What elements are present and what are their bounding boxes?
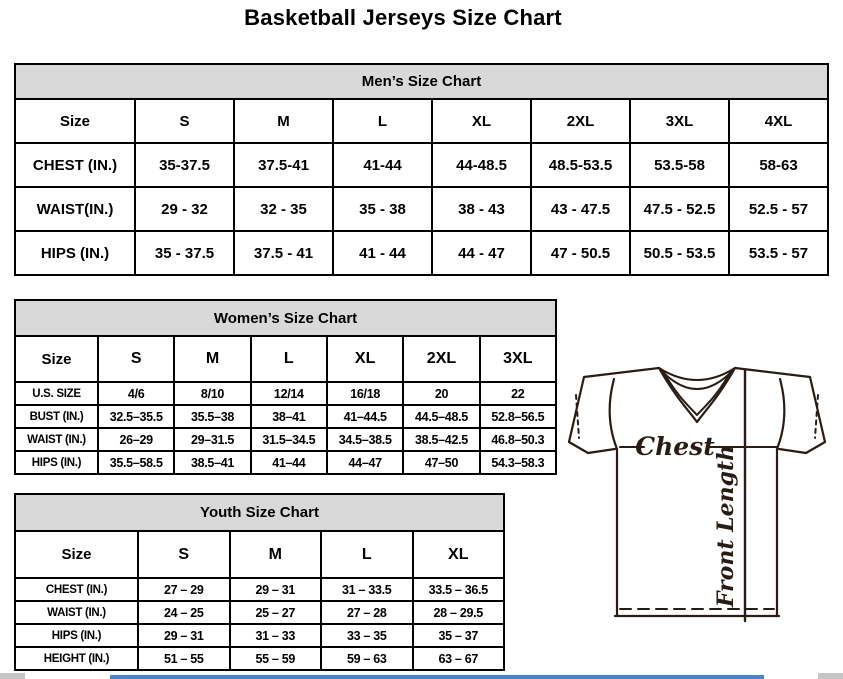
size-column-header: L [321, 531, 413, 578]
size-value-cell: 35 – 37 [413, 624, 505, 647]
size-value-cell: 33.5 – 36.5 [413, 578, 505, 601]
size-column-header: S [138, 531, 230, 578]
table-row [15, 428, 556, 451]
measurement-row-label: HIPS (IN.) [15, 231, 135, 275]
size-value-cell: 29 – 31 [230, 578, 322, 601]
size-value-cell: 38–41 [251, 405, 327, 428]
table-row [15, 624, 504, 647]
youth-size-chart-section [14, 493, 505, 671]
size-value-cell: 63 – 67 [413, 647, 505, 670]
table-row [15, 601, 504, 624]
womens-chart-title: Women’s Size Chart [14, 299, 557, 337]
size-value-cell: 52.8–56.5 [480, 405, 556, 428]
size-value-cell: 4/6 [98, 382, 174, 405]
womens-size-chart-section [14, 299, 557, 475]
table-row [15, 647, 504, 670]
table-row [15, 143, 828, 187]
size-value-cell: 51 – 55 [138, 647, 230, 670]
size-value-cell: 27 – 28 [321, 601, 413, 624]
size-value-cell: 22 [480, 382, 556, 405]
chest-label: Chest [635, 432, 715, 461]
size-value-cell: 41–44.5 [327, 405, 403, 428]
size-column-header: S [135, 99, 234, 143]
measurement-row-label: HIPS (IN.) [15, 624, 138, 647]
size-column-header: 3XL [630, 99, 729, 143]
size-value-cell: 41 - 44 [333, 231, 432, 275]
table-row [15, 405, 556, 428]
mens-size-table [14, 98, 829, 276]
size-column-header: Size [15, 531, 138, 578]
jersey-measurement-diagram [556, 358, 840, 624]
size-value-cell: 29 – 31 [138, 624, 230, 647]
size-value-cell: 12/14 [251, 382, 327, 405]
size-column-header: 2XL [403, 336, 479, 382]
size-value-cell: 44 - 47 [432, 231, 531, 275]
size-value-cell: 41–44 [251, 451, 327, 474]
size-value-cell: 32.5–35.5 [98, 405, 174, 428]
size-column-header: L [251, 336, 327, 382]
size-column-header: 2XL [531, 99, 630, 143]
size-value-cell: 20 [403, 382, 479, 405]
table-row [15, 451, 556, 474]
youth-size-table [14, 530, 505, 671]
size-column-header: M [174, 336, 250, 382]
size-value-cell: 31 – 33.5 [321, 578, 413, 601]
womens-table-header-row [15, 336, 556, 382]
size-value-cell: 35.5–38 [174, 405, 250, 428]
size-value-cell: 48.5-53.5 [531, 143, 630, 187]
size-value-cell: 44.5–48.5 [403, 405, 479, 428]
size-value-cell: 37.5 - 41 [234, 231, 333, 275]
size-value-cell: 55 – 59 [230, 647, 322, 670]
size-value-cell: 35 - 37.5 [135, 231, 234, 275]
size-value-cell: 33 – 35 [321, 624, 413, 647]
mens-chart-title: Men’s Size Chart [14, 63, 829, 100]
size-value-cell: 37.5-41 [234, 143, 333, 187]
size-value-cell: 43 - 47.5 [531, 187, 630, 231]
mens-table-header-row [15, 99, 828, 143]
size-value-cell: 53.5 - 57 [729, 231, 828, 275]
size-column-header: L [333, 99, 432, 143]
measurement-row-label: WAIST (IN.) [15, 428, 98, 451]
size-value-cell: 35-37.5 [135, 143, 234, 187]
measurement-row-label: WAIST(IN.) [15, 187, 135, 231]
table-row [15, 382, 556, 405]
table-row [15, 578, 504, 601]
table-row [15, 231, 828, 275]
size-value-cell: 24 – 25 [138, 601, 230, 624]
jersey-body-right-edge [777, 379, 784, 616]
size-value-cell: 46.8–50.3 [480, 428, 556, 451]
size-value-cell: 38 - 43 [432, 187, 531, 231]
mens-size-chart-section [14, 63, 829, 276]
measurement-row-label: CHEST (IN.) [15, 143, 135, 187]
measurement-row-label: HIPS (IN.) [15, 451, 98, 474]
measurement-row-label: HEIGHT (IN.) [15, 647, 138, 670]
size-column-header: S [98, 336, 174, 382]
size-column-header: 4XL [729, 99, 828, 143]
size-column-header: Size [15, 336, 98, 382]
size-value-cell: 32 - 35 [234, 187, 333, 231]
measurement-row-label: CHEST (IN.) [15, 578, 138, 601]
size-value-cell: 16/18 [327, 382, 403, 405]
jersey-vneck-inner [663, 371, 731, 415]
size-value-cell: 58-63 [729, 143, 828, 187]
size-value-cell: 59 – 63 [321, 647, 413, 670]
size-value-cell: 38.5–42.5 [403, 428, 479, 451]
scrollbar-right-end[interactable] [818, 673, 843, 679]
youth-chart-title: Youth Size Chart [14, 493, 505, 532]
size-column-header: Size [15, 99, 135, 143]
size-column-header: 3XL [480, 336, 556, 382]
jersey-body-left-edge [610, 379, 617, 616]
size-column-header: M [230, 531, 322, 578]
size-column-header: XL [432, 99, 531, 143]
size-value-cell: 47.5 - 52.5 [630, 187, 729, 231]
size-value-cell: 53.5-58 [630, 143, 729, 187]
size-value-cell: 44–47 [327, 451, 403, 474]
size-value-cell: 35 - 38 [333, 187, 432, 231]
table-row [15, 187, 828, 231]
measurement-row-label: BUST (IN.) [15, 405, 98, 428]
size-value-cell: 54.3–58.3 [480, 451, 556, 474]
size-column-header: M [234, 99, 333, 143]
size-value-cell: 41-44 [333, 143, 432, 187]
size-value-cell: 8/10 [174, 382, 250, 405]
size-value-cell: 47 - 50.5 [531, 231, 630, 275]
size-value-cell: 52.5 - 57 [729, 187, 828, 231]
size-value-cell: 29–31.5 [174, 428, 250, 451]
size-value-cell: 47–50 [403, 451, 479, 474]
size-value-cell: 27 – 29 [138, 578, 230, 601]
scrollbar-left-end[interactable] [0, 673, 25, 679]
womens-size-table [14, 335, 557, 475]
size-value-cell: 34.5–38.5 [327, 428, 403, 451]
size-value-cell: 38.5–41 [174, 451, 250, 474]
front-length-label: Front Length [713, 444, 739, 608]
size-value-cell: 31 – 33 [230, 624, 322, 647]
size-value-cell: 35.5–58.5 [98, 451, 174, 474]
youth-table-header-row [15, 531, 504, 578]
size-value-cell: 44-48.5 [432, 143, 531, 187]
size-value-cell: 31.5–34.5 [251, 428, 327, 451]
size-value-cell: 26–29 [98, 428, 174, 451]
size-value-cell: 50.5 - 53.5 [630, 231, 729, 275]
size-value-cell: 28 – 29.5 [413, 601, 505, 624]
measurement-row-label: U.S. SIZE [15, 382, 98, 405]
size-value-cell: 25 – 27 [230, 601, 322, 624]
page-title: Basketball Jerseys Size Chart [244, 5, 562, 30]
measurement-row-label: WAIST (IN.) [15, 601, 138, 624]
size-column-header: XL [413, 531, 505, 578]
size-column-header: XL [327, 336, 403, 382]
size-value-cell: 29 - 32 [135, 187, 234, 231]
scrollbar-thumb[interactable] [110, 675, 764, 679]
